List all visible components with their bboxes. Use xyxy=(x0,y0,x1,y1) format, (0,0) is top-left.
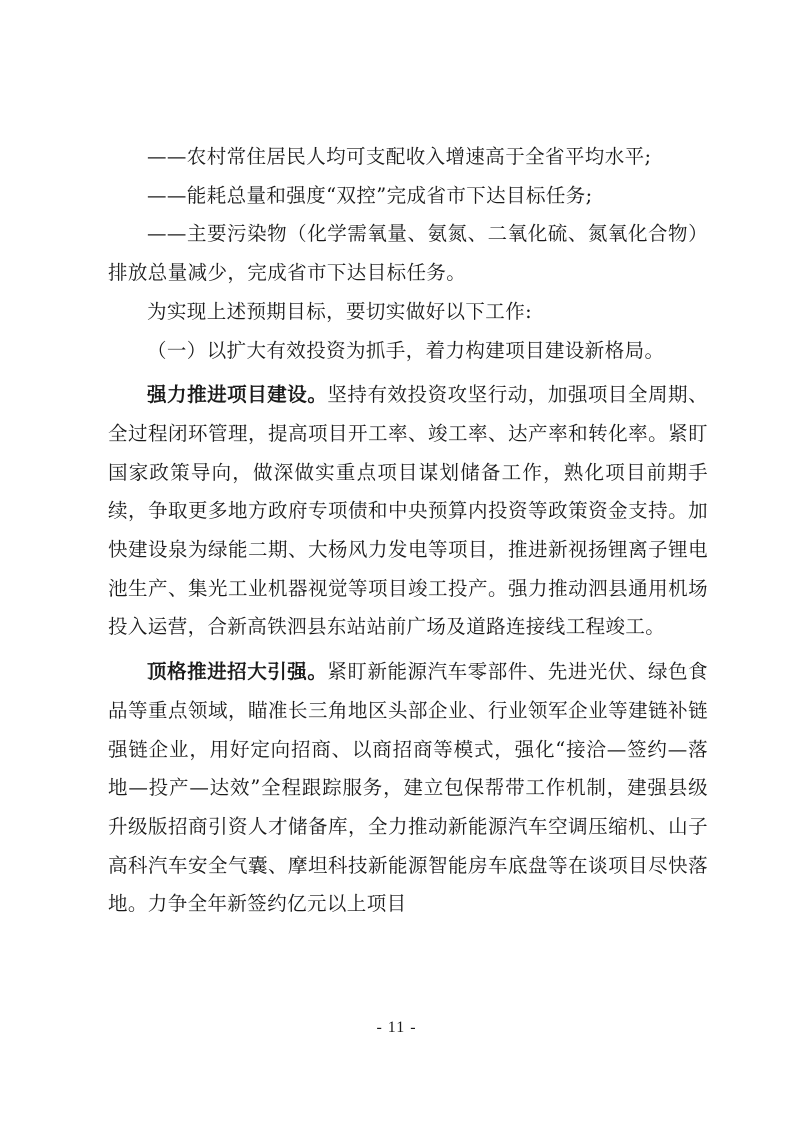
paragraph-investment-attraction xyxy=(108,653,708,924)
paragraph-energy-control xyxy=(108,177,708,216)
paragraph-rural-income xyxy=(108,138,708,177)
paragraph-text: 坚持有效投资攻坚行动，加强项目全周期、全过程闭环管理，提高项目开工率、竣工率、达产率和转化率。紧盯国家政策导向，做深做实重点项目谋划储备工作，熟化项目前期手续，争取更多地方政府专项债和中央预算内投资等政策资金支持。加快建设泉为绿能二期、大杨风力发电等项目，推进新视扬锂离子锂电池生产、集光工业机器视觉等项目竣工投产。强力推动泗县通用机场投入运营，合新高铁泗县东站站前广场及道路连接线工程竣工。 xyxy=(108,383,708,639)
paragraph-project-construction xyxy=(108,376,708,647)
paragraph-text: 为实现上述预期目标，要切实做好以下工作: xyxy=(147,299,533,323)
page-number: - 11 - xyxy=(376,1019,417,1036)
paragraph-pollutants xyxy=(108,215,708,292)
paragraph-text: ——农村常住居民人均可支配收入增速高于全省平均水平; xyxy=(147,145,652,168)
paragraph-text: ——主要污染物（化学需氧量、氨氮、二氧化硫、氮氧化合物）排放总量减少，完成省市下达目标任务。 xyxy=(108,222,708,285)
heading-text: （一）以扩大有效投资为抓手，着力构建项目建设新格局。 xyxy=(147,338,665,362)
paragraph-lead: 强力推进项目建设。 xyxy=(147,383,328,407)
section-heading-one xyxy=(108,332,708,371)
paragraph-text: ——能耗总量和强度“双控”完成省市下达目标任务; xyxy=(147,183,593,207)
document-body xyxy=(108,138,708,924)
paragraph-intro-tasks xyxy=(108,293,708,332)
paragraph-lead: 顶格推进招大引强。 xyxy=(147,660,328,684)
paragraph-text: 紧盯新能源汽车零部件、先进光伏、绿色食品等重点领域，瞄准长三角地区头部企业、行业领军企业等建链补链强链企业，用好定向招商、以商招商等模式，强化“接洽—签约—落地—投产—达效”全程跟踪服务，建立包保帮带工作机制，建强县级升级版招商引资人才储备库，全力推动新能源汽车空调压缩机、山子高科汽车安全气囊、摩坦科技新能源智能房车底盘等在谈项目尽快落地。力争全年新签约亿元以上项目 xyxy=(108,660,708,916)
